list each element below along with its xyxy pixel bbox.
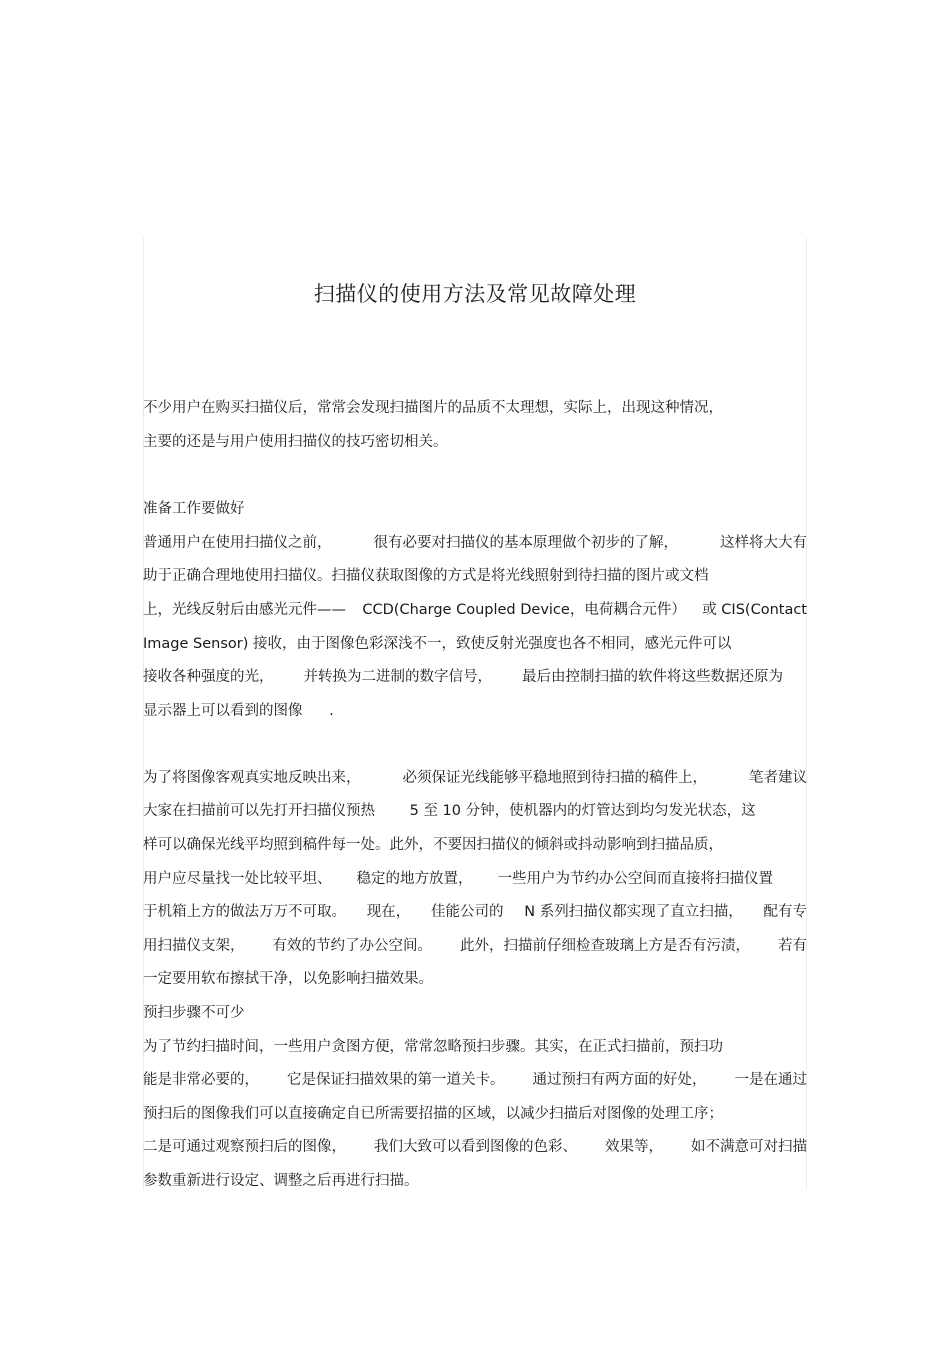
text-segment: 一是在通过: [734, 1072, 807, 1088]
intro-line-1: 不少用户在购买扫描仪后，常常会发现扫描图片的品质不太理想，实际上，出现这种情况，: [143, 400, 723, 416]
text-segment: 为了节约扫描时间，一些用户贪图方便，常常忽略预扫步骤。其实，在正式扫描前，预扫功: [143, 1039, 723, 1055]
text-segment: 或 CIS(Contact: [702, 602, 807, 618]
paragraph-line: [143, 600, 807, 620]
paragraph-line: [143, 801, 807, 821]
text-segment: CCD(Charge Coupled Device，电荷耦合元件）: [362, 602, 686, 618]
text-segment: 用扫描仪支架，: [143, 938, 245, 954]
text-segment: 佳能公司的: [431, 904, 504, 920]
text-segment: 一些用户为节约办公空间而直接将扫描仪置: [497, 871, 773, 887]
text-segment: 此外，扫描前仔细检查玻璃上方是否有污渍，: [460, 938, 750, 954]
text-segment: 为了将图像客观真实地反映出来，: [143, 770, 361, 786]
paragraph-line: [143, 1104, 807, 1124]
text-segment: 配有专: [763, 904, 807, 920]
paragraph-line: [143, 768, 807, 788]
text-segment: 这样将大大有: [720, 535, 807, 551]
text-segment: 二是可通过观察预扫后的图像，: [143, 1139, 346, 1155]
paragraph-line: [143, 936, 807, 956]
paragraph-line: [143, 701, 807, 721]
text-segment: 显示器上可以看到的图像: [143, 703, 303, 719]
text-segment: 如不满意可对扫描: [691, 1139, 807, 1155]
text-segment: 并转换为二进制的数字信号，: [303, 669, 492, 685]
text-segment: 一定要用软布擦拭干净，以免影响扫描效果。: [143, 971, 433, 987]
text-segment: 普通用户在使用扫描仪之前，: [143, 535, 332, 551]
section-heading-prescan: 预扫步骤不可少: [143, 1005, 245, 1021]
text-segment: 若有: [778, 938, 807, 954]
text-segment: N 系列扫描仪都实现了直立扫描，: [524, 904, 743, 920]
text-segment: 我们大致可以看到图像的色彩、: [374, 1139, 577, 1155]
text-segment: 参数重新进行设定、调整之后再进行扫描。: [143, 1173, 419, 1189]
text-segment: 笔者建议: [749, 770, 807, 786]
text-segment: Image Sensor) 接收，由于图像色彩深浅不一，致使反射光强度也各不相同，感光元件可以: [143, 636, 732, 652]
paragraph-line: [143, 835, 807, 855]
text-segment: 大家在扫描前可以先打开扫描仪预热: [143, 803, 375, 819]
text-segment: 助于正确合理地使用扫描仪。扫描仪获取图像的方式是将光线照射到待扫描的图片或文档: [143, 568, 709, 584]
text-segment: 样可以确保光线平均照到稿件每一处。此外，不要因扫描仪的倾斜或抖动影响到扫描品质，: [143, 837, 723, 853]
paragraph-line: [143, 634, 807, 654]
text-segment: 预扫后的图像我们可以直接确定自已所需要招描的区域，以减少扫描后对图像的处理工序；: [143, 1106, 723, 1122]
text-segment: 能是非常必要的，: [143, 1072, 259, 1088]
paragraph-line: [143, 1070, 807, 1090]
paragraph-line: [143, 667, 783, 687]
text-segment: 它是保证扫描效果的第一道关卡。: [287, 1072, 505, 1088]
text-segment: 很有必要对扫描仪的基本原理做个初步的了解，: [373, 535, 678, 551]
text-segment: 接收各种强度的光，: [143, 669, 274, 685]
text-segment: 于机箱上方的做法万万不可取。: [143, 904, 346, 920]
paragraph-line: [143, 1137, 807, 1157]
paragraph-line: [143, 566, 807, 586]
paragraph-line: [143, 902, 807, 922]
document-title: 扫描仪的使用方法及常见故障处理: [313, 282, 637, 306]
text-segment: 现在，: [366, 904, 411, 920]
text-segment: 用户应尽量找一处比较平坦、: [143, 871, 332, 887]
paragraph-line: [143, 969, 807, 989]
intro-line-2: 主要的还是与用户使用扫描仪的技巧密切相关。: [143, 434, 448, 450]
text-segment: 效果等，: [605, 1139, 663, 1155]
paragraph-line: [143, 1171, 807, 1191]
section-heading-preparation: 准备工作要做好: [143, 501, 245, 517]
paragraph-line: [143, 533, 807, 553]
text-segment: 通过预扫有两方面的好处，: [532, 1072, 707, 1088]
text-segment: .: [329, 703, 334, 719]
paragraph-line: [143, 1037, 807, 1057]
text-segment: 有效的节约了办公空间。: [272, 938, 432, 954]
text-segment: 最后由控制扫描的软件将这些数据还原为: [522, 669, 783, 685]
text-segment: 必须保证光线能够平稳地照到待扫描的稿件上，: [402, 770, 707, 786]
text-segment: 5 至 10 分钟，使机器内的灯管达到均匀发光状态，这: [409, 803, 756, 819]
paragraph-line: [143, 869, 773, 889]
text-segment: 上，光线反射后由感光元件——: [143, 602, 346, 618]
text-segment: 稳定的地方放置，: [356, 871, 473, 887]
